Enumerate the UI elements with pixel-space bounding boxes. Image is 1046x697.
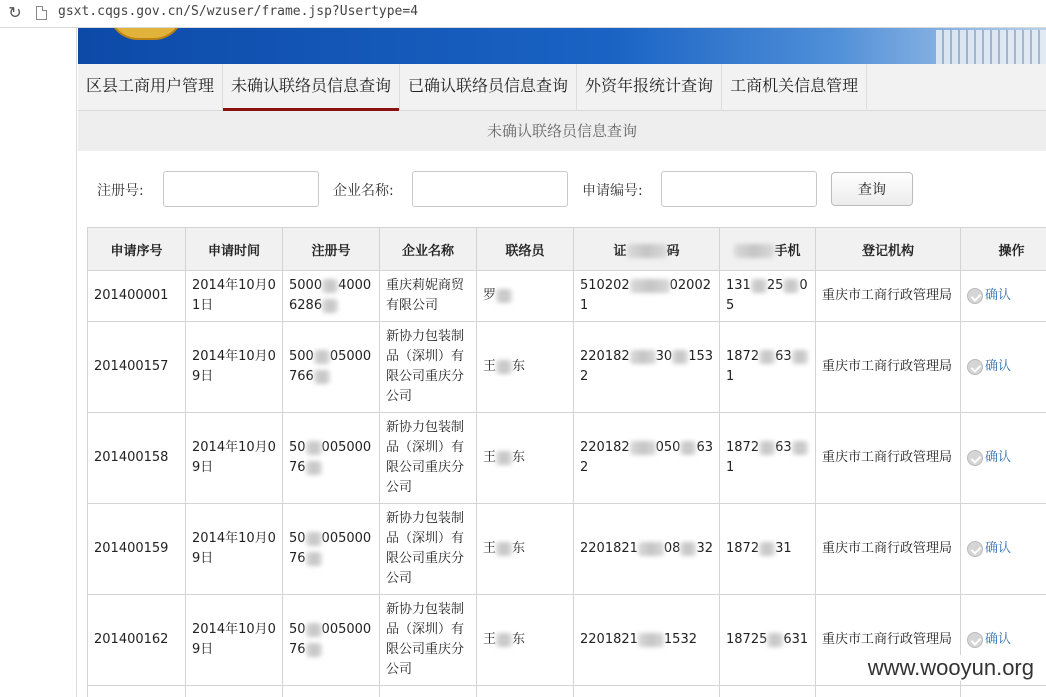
cell-id-no: 2201821 1532 [574,595,720,686]
cell-seq: 201400159 [88,504,186,595]
watermark: www.wooyun.org [864,655,1038,681]
cell-org: 重庆市工商行政管理局 [816,413,961,504]
cell-id-no: 510202 020021 [574,271,720,322]
confirm-link[interactable]: 确认 [967,359,1011,374]
cell-contact: 王 东 [477,413,574,504]
cell-seq: 201400001 [88,271,186,322]
cell-phone: 1872 31 [720,504,816,595]
query-button[interactable]: 查询 [831,172,913,206]
cell-phone: 1872 631 [720,322,816,413]
table-row [88,271,1046,322]
confirm-link[interactable]: 确认 [967,288,1011,303]
cell-op [961,322,1046,413]
page-title: 未确认联络员信息查询 [78,111,1046,151]
cell-reg-no: 50 00500076 [283,504,380,595]
cell-time: 2014年10月09日 [186,504,283,595]
apply-no-label: 申请编号: [582,183,643,199]
cell-phone: 131 25 05 [720,271,816,322]
col-header-phone: 手机 [720,228,816,271]
tab-agency-info[interactable]: 工商机关信息管理 [722,64,867,111]
cell-reg-no: 50 00500076 [283,413,380,504]
results-table [87,227,1046,697]
cell-id-no: 220182 050 632 [574,413,720,504]
table-row [88,322,1046,413]
confirm-icon [967,632,983,648]
cell-time: 2014年10月09日 [186,595,283,686]
main-tabs [78,64,1046,111]
page-icon [36,6,47,20]
confirm-link[interactable]: 确认 [967,450,1011,465]
table-row [88,686,1046,697]
tab-confirmed-contacts[interactable]: 已确认联络员信息查询 [400,64,577,111]
cell-phone: 1872 631 [720,413,816,504]
tab-unconfirmed-contacts[interactable]: 未确认联络员信息查询 [223,64,400,111]
cell-company: 新协力包装制品（深圳）有限公司重庆分公司 [380,504,477,595]
confirm-icon [967,359,983,375]
cell-reg-no: 500 05000766 [283,322,380,413]
browser-address-bar [0,0,1046,28]
cell-reg-no: 5000 40006286 [283,271,380,322]
col-header-org: 登记机构 [816,228,961,271]
cell-reg-no: 50 00500076 [283,595,380,686]
left-frame-gutter [0,28,77,697]
cell-seq: 201400157 [88,322,186,413]
national-emblem-icon [108,28,184,40]
reg-no-label: 注册号: [97,183,144,199]
cell-time: 2014年10月09日 [186,322,283,413]
confirm-link[interactable]: 确认 [967,541,1011,556]
cell-op [961,504,1046,595]
company-input[interactable] [412,171,568,207]
reg-no-input[interactable] [163,171,319,207]
cell-op [961,271,1046,322]
cell-company: 新协力包装制品（深圳）有限公司重庆分公司 [380,322,477,413]
cell-contact: 罗 [477,271,574,322]
reload-icon[interactable]: ↻ [8,3,22,22]
cell-contact: 王 东 [477,595,574,686]
address-url[interactable]: gsxt.cqgs.gov.cn/S/wzuser/frame.jsp?Usertype=4 [58,4,419,19]
apply-no-input[interactable] [661,171,817,207]
cell-contact: 王 东 [477,322,574,413]
cell-phone: 18725 631 [720,595,816,686]
confirm-link[interactable]: 确认 [967,632,1011,647]
cell-id-no: 220182 30 1532 [574,322,720,413]
cell-org: 重庆市工商行政管理局 [816,504,961,595]
tab-district-users[interactable]: 区县工商用户管理 [78,64,223,111]
confirm-icon [967,450,983,466]
col-header-time: 申请时间 [186,228,283,271]
cell-org: 重庆市工商行政管理局 [816,271,961,322]
cell-time: 2014年10月01日 [186,271,283,322]
col-header-op: 操作 [961,228,1046,271]
cell-id-no: 2201821 08 32 [574,504,720,595]
cell-seq: 201400162 [88,595,186,686]
confirm-icon [967,288,983,304]
col-header-contact: 联络员 [477,228,574,271]
table-row [88,413,1046,504]
col-header-id-no: 证 码 [574,228,720,271]
col-header-seq: 申请序号 [88,228,186,271]
confirm-icon [967,541,983,557]
table-row [88,504,1046,595]
tab-foreign-annual-report[interactable]: 外资年报统计查询 [577,64,722,111]
table-header-row [88,228,1046,271]
cell-org: 重庆市工商行政管理局 [816,595,961,686]
cell-company: 重庆莉妮商贸有限公司 [380,271,477,322]
cell-op [961,413,1046,504]
building-graphic [936,30,1046,64]
cell-company: 新协力包装制品（深圳）有限公司重庆分公司 [380,413,477,504]
cell-contact: 王 东 [477,504,574,595]
cell-org: 重庆市工商行政管理局 [816,322,961,413]
col-header-reg-no: 注册号 [283,228,380,271]
cell-company: 新协力包装制品（深圳）有限公司重庆分公司 [380,595,477,686]
cell-seq: 201400158 [88,413,186,504]
cell-time: 2014年10月09日 [186,413,283,504]
company-label: 企业名称: [333,183,394,199]
col-header-company: 企业名称 [380,228,477,271]
site-banner [78,28,1046,64]
